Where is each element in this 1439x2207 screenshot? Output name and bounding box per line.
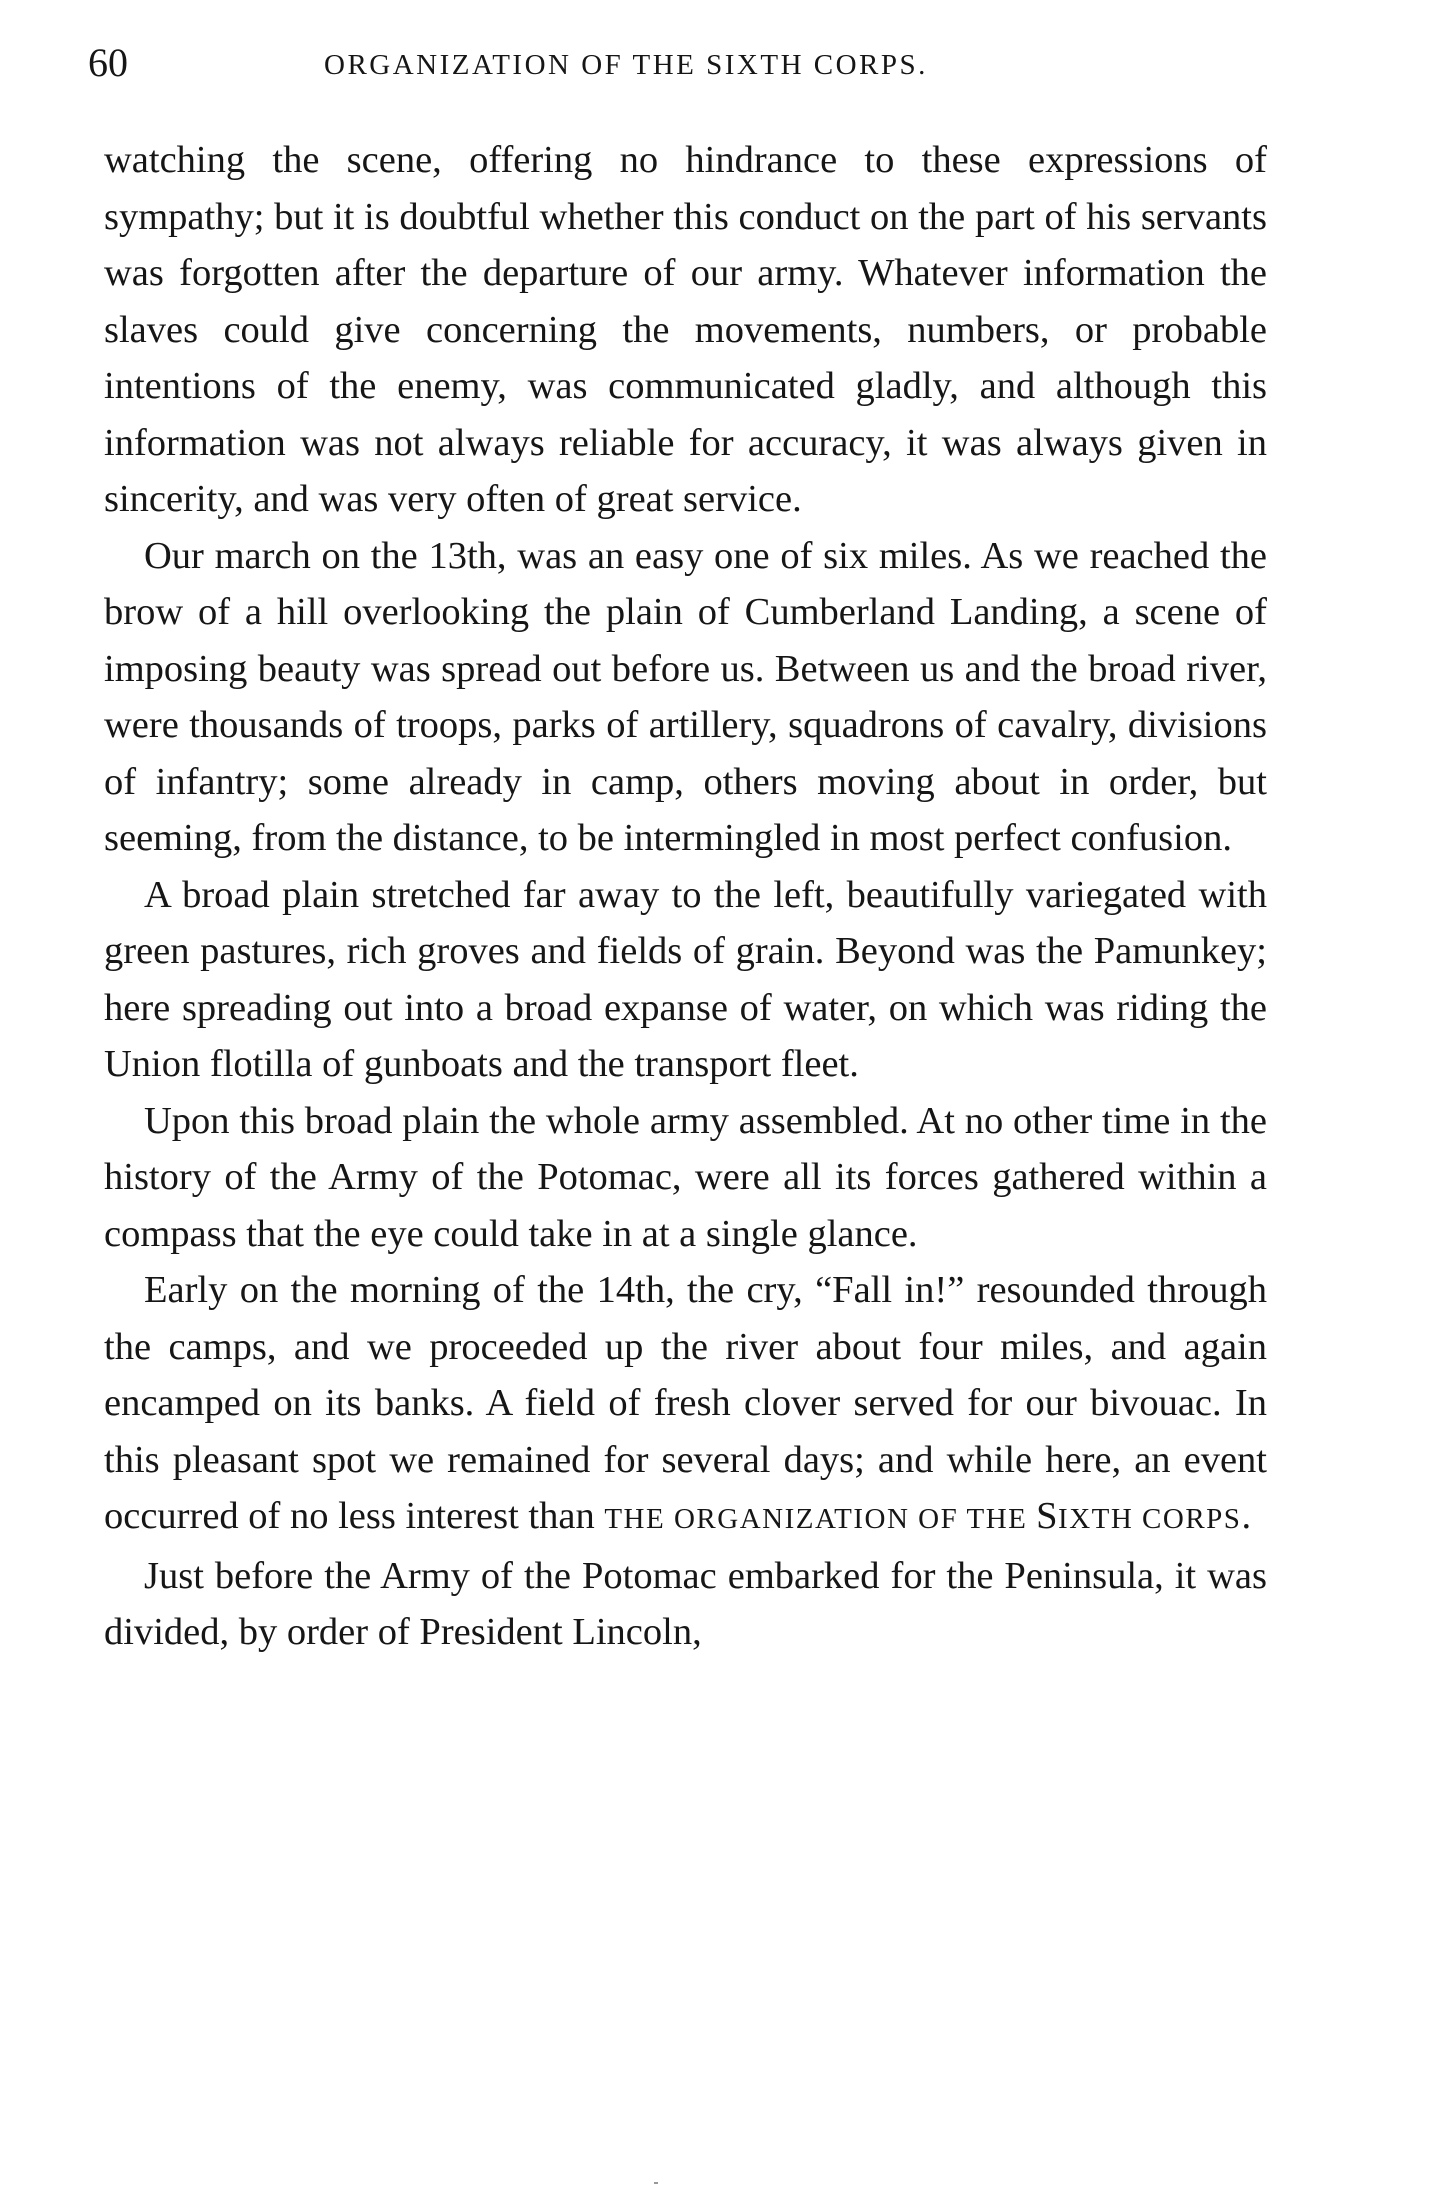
print-speck <box>654 2182 658 2184</box>
paragraph-army-assembled: Upon this broad plain the whole army assembled. At no other time in the history of the Army of the Potomac, were all its forces gathered within a compass that the eye could take in at a single glance. <box>104 1099 1267 1255</box>
paragraph-march-13th: Our march on the 13th, was an easy one of six miles. As we reached the brow of a hill overlooking the plain of Cumberland Landing, a scene of imposing beauty was spread out before us. Between us and the broad river, were thousands of troops, parks of artillery, squadrons of cavalry, divisions of infantry; some already in camp, others moving about in order, but seeming, from the distance, to be intermingled in most perfect confusion. <box>104 534 1267 859</box>
paragraph-continued: watching the scene, offering no hindrance to these expressions of sympathy; but it is doubtful whether this conduct on the part of his servants was forgotten after the departure of our army. Whatever information the slaves could give concerning the movements, numbers, or probable intentions of the enemy, was communicated gladly, and although this information was not always reliable for accuracy, it was always given in sincerity, and was very often of great service. <box>104 139 1267 520</box>
paragraph-broad-plain: A broad plain stretched far away to the left, beautifully variegated with green pastures, rich groves and fields of grain. Beyond was the Pamunkey; here spreading out into a broad expanse of water, on which was riding the Union flotilla of gunboats and the transport fleet. <box>104 873 1267 1085</box>
paragraph-text: Early on the morning of the 14th, the cry, “Fall in!” resounded through the camps, and we proceeded up the river about four miles, and again encamped on its banks. A field of fresh clover served for our bivouac. In this pleasant spot we remained for several days; and while here, an event occurred of no less interest than <box>104 1269 1267 1537</box>
running-title: ORGANIZATION OF THE SIXTH CORPS. <box>324 49 928 81</box>
running-head <box>88 38 1268 88</box>
paragraph-march-14th <box>104 1262 1267 1548</box>
paragraph-before-peninsula: Just before the Army of the Potomac embarked for the Peninsula, it was divided, by order of President Lincoln, <box>104 1554 1267 1653</box>
small-caps-part: THE ORGANIZATION OF THE <box>604 1503 1037 1535</box>
small-caps-heading <box>604 1495 1242 1537</box>
small-caps-capital: S <box>1036 1495 1059 1537</box>
body-text <box>104 132 1267 1661</box>
paragraph-text: . <box>1241 1495 1252 1537</box>
small-caps-part: IXTH CORPS <box>1058 1503 1242 1535</box>
page-number: 60 <box>88 40 128 85</box>
